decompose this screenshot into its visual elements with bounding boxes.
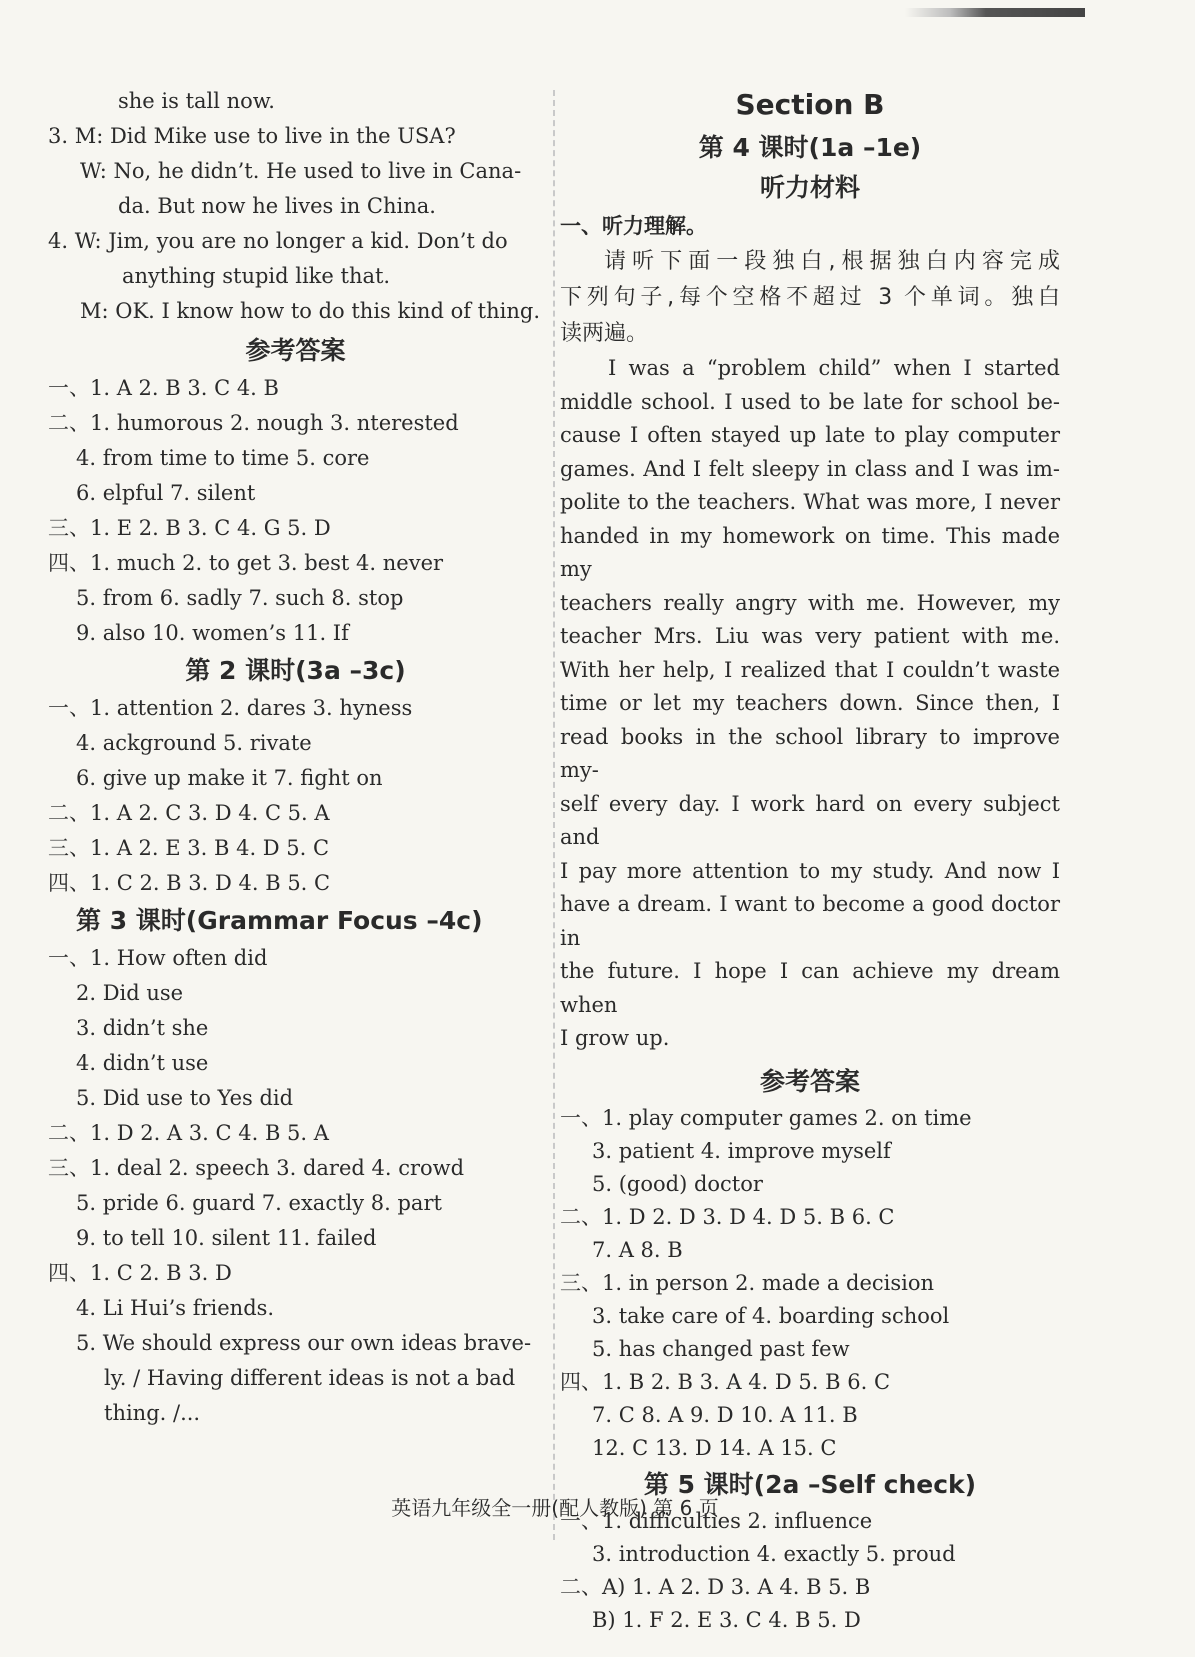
- instruction-line: 下列句子,每个空格不超过 3 个单词。独白: [560, 285, 1060, 310]
- answer-line: 3. didn’t she: [76, 1016, 209, 1040]
- answer-line: 6. give up make it 7. fight on: [76, 766, 383, 790]
- answer-line: 9. to tell 10. silent 11. failed: [76, 1226, 377, 1250]
- instructions-block: [560, 244, 1060, 352]
- answers-block-5: [560, 1505, 1060, 1637]
- listening-heading: 听力材料: [759, 173, 860, 202]
- part-1-label: 一、听力理解。: [560, 214, 707, 238]
- answer-line: 5. We should express our own ideas brave-: [76, 1331, 532, 1355]
- passage-line: I was a “problem child” when I started: [608, 356, 1060, 380]
- answer-line: 四、1. C 2. B 3. D: [48, 1261, 232, 1285]
- answer-line: 3. take care of 4. boarding school: [592, 1303, 950, 1328]
- answer-line: 9. also 10. women’s 11. If: [76, 621, 349, 645]
- instruction-line: 读两遍。: [560, 321, 649, 346]
- instruction-line: 请听下面一段独白,根据独白内容完成: [604, 249, 1060, 274]
- answer-line: 二、1. D 2. A 3. C 4. B 5. A: [48, 1121, 329, 1145]
- answer-line: 二、1. D 2. D 3. D 4. D 5. B 6. C: [560, 1204, 895, 1229]
- answer-line: 三、1. E 2. B 3. C 4. G 5. D: [48, 516, 331, 540]
- section-b-heading: Section B: [735, 88, 885, 121]
- answer-line: 4. Li Hui’s friends.: [76, 1296, 275, 1320]
- answer-line: 5. has changed past few: [592, 1336, 850, 1361]
- answer-line: 4. didn’t use: [76, 1051, 209, 1075]
- dialog-line: she is tall now.: [118, 89, 275, 113]
- answer-line: B) 1. F 2. E 3. C 4. B 5. D: [592, 1607, 861, 1632]
- passage-line: have a dream. I want to become a good doctor in: [560, 892, 1060, 950]
- answers-block-2: [48, 691, 543, 901]
- answer-line: 一、1. play computer games 2. on time: [560, 1105, 972, 1130]
- answers-block-1: [48, 371, 543, 651]
- answer-line: 6. elpful 7. silent: [76, 481, 256, 505]
- dialog-line: W: No, he didn’t. He used to live in Cana-: [80, 159, 522, 183]
- answer-line: 4. ackground 5. rivate: [76, 731, 312, 755]
- passage-line: handed in my homework on time. This made my: [560, 523, 1060, 581]
- right-column: [560, 84, 1060, 1637]
- dialog-line: 3. M: Did Mike use to live in the USA?: [48, 124, 456, 148]
- answer-line: 12. C 13. D 14. A 15. C: [592, 1435, 837, 1460]
- listening-passage: [560, 352, 1060, 1056]
- passage-line: read books in the school library to improve my-: [560, 724, 1060, 782]
- passage-line: teachers really angry with me. However, my: [560, 590, 1060, 615]
- lesson-3-heading: 第 3 课时(Grammar Focus –4c): [76, 906, 483, 935]
- answer-line: 一、1. A 2. B 3. C 4. B: [48, 376, 279, 400]
- answer-line: 5. from 6. sadly 7. such 8. stop: [76, 586, 404, 610]
- answers-block-4: [560, 1102, 1060, 1465]
- answer-line: 三、1. deal 2. speech 3. dared 4. crowd: [48, 1156, 465, 1180]
- answer-line: 三、1. A 2. E 3. B 4. D 5. C: [48, 836, 330, 860]
- answer-line: 7. A 8. B: [592, 1237, 683, 1262]
- passage-line: I grow up.: [560, 1026, 670, 1050]
- answer-line: 一、1. How often did: [48, 946, 268, 970]
- passage-line: polite to the teachers. What was more, I never: [560, 490, 1060, 514]
- passage-line: games. And I felt sleepy in class and I was im-: [560, 456, 1060, 481]
- passage-line: the future. I hope I can achieve my dream when: [560, 959, 1060, 1017]
- passage-line: middle school. I used to be late for school be-: [560, 389, 1060, 414]
- answer-line: thing. /...: [104, 1401, 201, 1425]
- answer-line: 四、1. B 2. B 3. A 4. D 5. B 6. C: [560, 1369, 891, 1394]
- lesson-4-heading: 第 4 课时(1a –1e): [698, 133, 922, 162]
- answer-line: 四、1. much 2. to get 3. best 4. never: [48, 551, 444, 575]
- answer-line: 5. (good) doctor: [592, 1171, 763, 1196]
- passage-line: cause I often stayed up late to play computer: [560, 423, 1060, 447]
- passage-line: teacher Mrs. Liu was very patient with me.: [560, 624, 1060, 648]
- answer-line: 二、1. humorous 2. nough 3. nterested: [48, 411, 459, 435]
- answer-line: 二、1. A 2. C 3. D 4. C 5. A: [48, 801, 330, 825]
- answer-line: 一、1. attention 2. dares 3. hyness: [48, 696, 413, 720]
- answer-line: ly. / Having different ideas is not a bad: [104, 1366, 516, 1390]
- lesson-5-heading: 第 5 课时(2a –Self check): [643, 1469, 977, 1499]
- answer-line: 5. pride 6. guard 7. exactly 8. part: [76, 1191, 442, 1215]
- answer-line: 3. introduction 4. exactly 5. proud: [592, 1541, 956, 1566]
- passage-line: With her help, I realized that I couldn’t waste: [560, 657, 1060, 682]
- answer-line: 一、1. difficulties 2. influence: [560, 1508, 873, 1533]
- dialog-line: 4. W: Jim, you are no longer a kid. Don’t do: [48, 229, 508, 253]
- answer-line: 5. Did use to Yes did: [76, 1086, 294, 1110]
- passage-line: time or let my teachers down. Since then, I: [560, 691, 1060, 715]
- page-footer: 英语九年级全一册(配人教版) 第 6 页: [391, 1496, 719, 1520]
- answer-line: 7. C 8. A 9. D 10. A 11. B: [592, 1402, 858, 1427]
- answers-heading: 参考答案: [245, 336, 346, 365]
- lesson-2-heading: 第 2 课时(3a –3c): [185, 656, 406, 685]
- answer-line: 二、A) 1. A 2. D 3. A 4. B 5. B: [560, 1574, 871, 1599]
- answer-line: 3. patient 4. improve myself: [592, 1138, 891, 1163]
- dialog-block: [48, 84, 543, 329]
- answer-line: 2. Did use: [76, 981, 184, 1005]
- scan-edge-bar: [905, 8, 1085, 17]
- answer-line: 三、1. in person 2. made a decision: [560, 1270, 935, 1295]
- passage-line: self every day. I work hard on every subject and: [560, 791, 1060, 849]
- answers-block-3: [48, 941, 543, 1431]
- dialog-line: M: OK. I know how to do this kind of thing.: [80, 299, 540, 323]
- left-column: [48, 84, 543, 1431]
- dialog-line: da. But now he lives in China.: [118, 194, 436, 218]
- answer-line: 4. from time to time 5. core: [76, 446, 370, 470]
- answers-heading: 参考答案: [759, 1066, 860, 1096]
- answer-line: 四、1. C 2. B 3. D 4. B 5. C: [48, 871, 331, 895]
- passage-line: I pay more attention to my study. And now I: [560, 858, 1060, 883]
- dialog-line: anything stupid like that.: [122, 264, 391, 288]
- column-divider: [553, 90, 555, 1540]
